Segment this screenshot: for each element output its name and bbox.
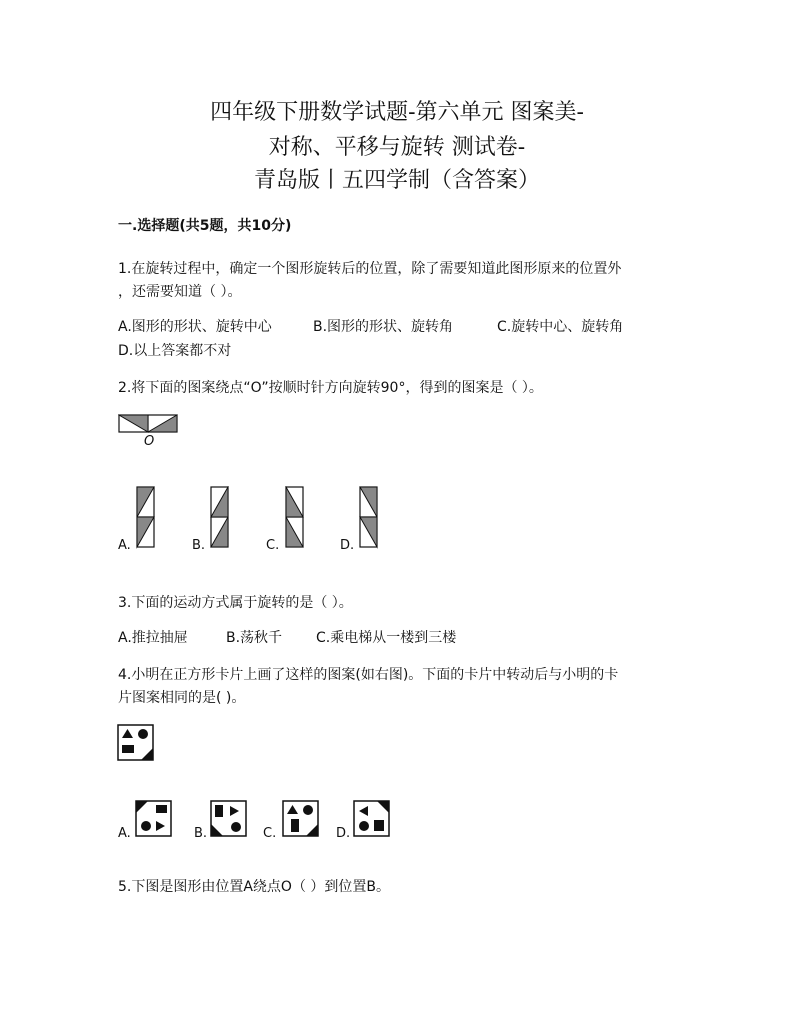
- q4-card-pattern: [117, 724, 155, 762]
- q2-option-b-figure: [210, 486, 230, 550]
- q2-text: 2.将下面的图案绕点“O”按顺时针方向旋转90°，得到的图案是（ ）。: [118, 380, 543, 396]
- q4-text-line-1: 4.小明在正方形卡片上画了这样的图案(如右图)。下面的卡片中转动后与小明的卡: [118, 667, 619, 683]
- q3-option-b: B.荡秋千: [226, 630, 283, 646]
- q1-option-c: C.旋转中心、旋转角: [497, 319, 624, 335]
- q2-option-b-label[interactable]: B.: [192, 538, 206, 553]
- q2-point-o-label: O: [144, 434, 155, 449]
- q2-option-a-label[interactable]: A.: [118, 538, 131, 553]
- q4-option-b-label[interactable]: B.: [194, 826, 208, 841]
- title-line-3: 青岛版丨五四学制（含答案）: [253, 168, 540, 193]
- q1-option-b: B.图形的形状、旋转角: [313, 319, 454, 335]
- q2-option-c-figure: [285, 486, 305, 550]
- q2-option-d-figure: [359, 486, 379, 550]
- q4-option-c-label[interactable]: C.: [263, 826, 277, 841]
- q1-option-d: D.以上答案都不对: [118, 343, 232, 359]
- q1-text-line-2: ，还需要知道（ ）。: [118, 284, 242, 300]
- q3-option-c: C.乘电梯从一楼到三楼: [316, 630, 457, 646]
- section-heading: 一.选择题(共5题，共10分): [118, 218, 292, 234]
- q1-option-a: A.图形的形状、旋转中心: [118, 319, 272, 335]
- q4-option-a-label[interactable]: A.: [118, 826, 131, 841]
- title-line-1: 四年级下册数学试题-第六单元 图案美-: [210, 100, 584, 125]
- q2-option-c-label[interactable]: C.: [266, 538, 280, 553]
- q4-text-line-2: 片图案相同的是( )。: [118, 690, 246, 706]
- q2-option-a-figure: [136, 486, 156, 550]
- q3-text: 3.下面的运动方式属于旋转的是（ ）。: [118, 595, 353, 611]
- q4-option-a-card: [135, 800, 173, 838]
- q4-option-d-label[interactable]: D.: [336, 826, 351, 841]
- q3-option-a: A.推拉抽屉: [118, 630, 188, 646]
- q5-text: 5.下图是图形由位置A绕点O（ ）到位置B。: [118, 879, 391, 895]
- q4-option-b-card: [210, 800, 248, 838]
- q2-option-d-label[interactable]: D.: [340, 538, 355, 553]
- q4-option-c-card: [282, 800, 320, 838]
- title-line-2: 对称、平移与旋转 测试卷-: [268, 135, 526, 160]
- q1-text-line-1: 1.在旋转过程中，确定一个图形旋转后的位置，除了需要知道此图形原来的位置外: [118, 261, 622, 277]
- q4-option-d-card: [353, 800, 391, 838]
